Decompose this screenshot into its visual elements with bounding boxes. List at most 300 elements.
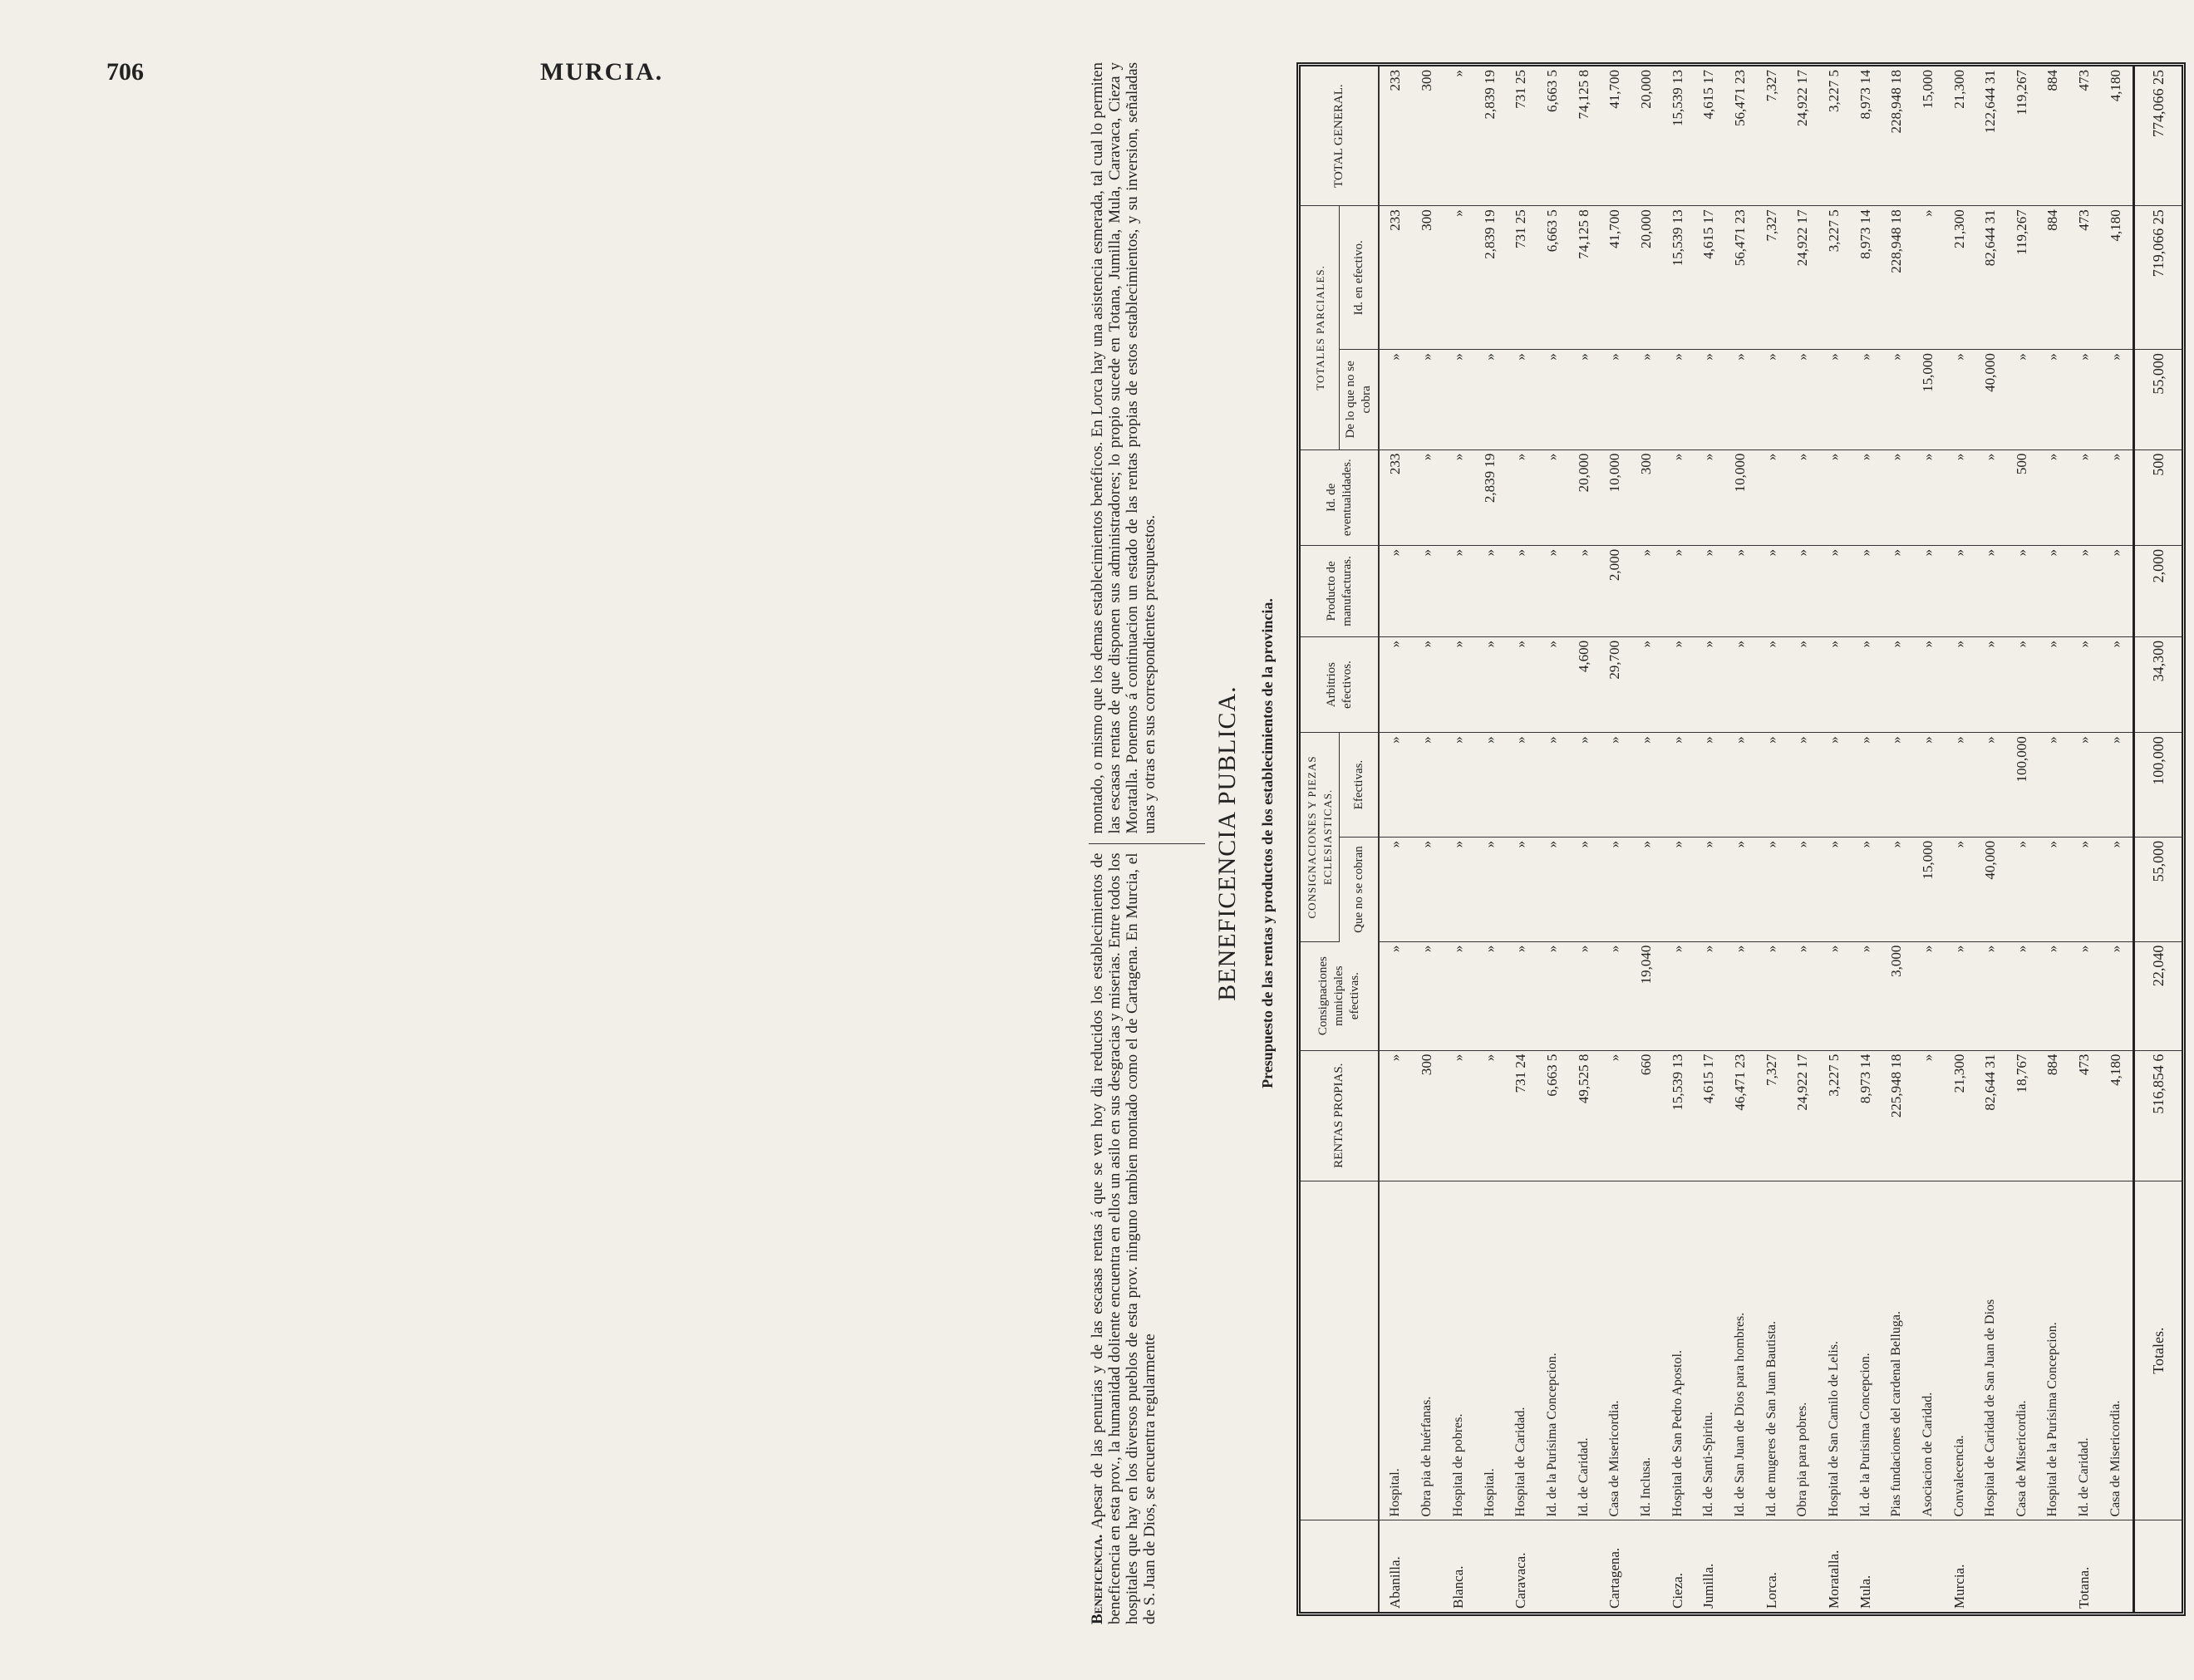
cell-noc: » [1537,837,1568,941]
cell-inst: Casa de Misericordia. [2100,1181,2134,1520]
intro-text [1089,62,1205,1624]
producto-header: Producto de manufacturas. [1301,545,1379,636]
cell-arb: » [1975,636,2006,732]
cell-mun: » [2100,941,2134,1050]
cell-pno: » [1944,350,1975,450]
cell-mun: » [1443,941,1474,1050]
cell-town [2038,1520,2069,1612]
cell-prod: » [2100,545,2134,636]
cell-even: » [1818,449,1850,545]
cell-arb: » [1412,636,1444,732]
eventualidades-header: Id. de eventualidades. [1301,449,1379,545]
efectivas-header: Efectivas. [1340,733,1380,838]
cell-pno: » [2069,350,2100,450]
cell-efe: » [2038,733,2069,838]
cell-pno: 15,000 [1912,350,1944,450]
cell-even: 10,000 [1599,449,1631,545]
cell-even: » [2100,449,2134,545]
cell-rentas: 49,525 8 [1568,1050,1600,1181]
cell-noc: » [1724,837,1756,941]
cell-rentas: 300 [1412,1050,1444,1181]
cell-prod: » [1818,545,1850,636]
cell-pef: 473 [2069,206,2100,350]
cell-noc: » [2100,837,2134,941]
cell-prod: » [1662,545,1694,636]
cell-tot: 74,125 8 [1568,66,1600,206]
cell-efe: » [1568,733,1600,838]
cell-tot: 8,973 14 [1850,66,1882,206]
cell-town [2100,1520,2134,1612]
cell-mun: » [1724,941,1756,1050]
cell-mun: » [2038,941,2069,1050]
cell-rentas: 8,973 14 [1850,1050,1882,1181]
cell-tot: 6,663 5 [1537,66,1568,206]
cell-mun: » [1599,941,1631,1050]
cell-rentas: 46,471 23 [1724,1050,1756,1181]
cell-efe: » [1599,733,1631,838]
cell-efe: » [1881,733,1912,838]
cell-prod: » [1724,545,1756,636]
cell-town: Totana. [2076,1566,2093,1609]
cell-arb: » [1537,636,1568,732]
totals-even: 500 [2134,449,2182,545]
table-row [1443,66,1474,1612]
table-row [1850,66,1882,1612]
cell-mun: 3,000 [1881,941,1912,1050]
cell-mun: » [1944,941,1975,1050]
cell-mun: » [1756,941,1788,1050]
cell-inst: Hospital de la Purísima Concepcion. [2038,1181,2069,1520]
totals-mun: 22,040 [2134,941,2182,1050]
cell-mun: » [2006,941,2038,1050]
cell-arb: » [1443,636,1474,732]
cell-rentas: 225,948 18 [1881,1050,1912,1181]
cell-rentas: » [1443,1050,1474,1181]
parciales-header: TOTALES PARCIALES. [1301,206,1340,449]
cell-town: Caravaca. [1513,1552,1529,1609]
cell-noc: » [1443,837,1474,941]
table-frame [1296,62,2186,1616]
cell-pno: » [1379,350,1412,450]
cell-rentas: 18,767 [2006,1050,2038,1181]
cell-mun: 19,040 [1631,941,1662,1050]
cell-rentas: 473 [2069,1050,2100,1181]
cell-pef: 41,700 [1599,206,1631,350]
cell-pef: » [1912,206,1944,350]
table-row [1506,66,1537,1612]
cell-noc: 15,000 [1912,837,1944,941]
cell-efe: » [1506,733,1537,838]
cell-efe: » [1724,733,1756,838]
cell-pno: » [1537,350,1568,450]
cell-arb: 29,700 [1599,636,1631,732]
cell-tot: 228,948 18 [1881,66,1912,206]
table-row [1693,66,1724,1612]
totals-prod: 2,000 [2134,545,2182,636]
cell-inst: Hospital de San Camilo de Lelis. [1818,1181,1850,1520]
cell-even: » [1975,449,2006,545]
table-row [2069,66,2100,1612]
cell-pef: 300 [1412,206,1444,350]
cell-noc: » [1787,837,1818,941]
que-no-cobran-header: Que no se cobran [1340,837,1380,941]
cell-efe: » [1412,733,1444,838]
cell-noc: » [1631,837,1662,941]
cell-mun: » [1474,941,1506,1050]
cell-tot: 15,000 [1912,66,1944,206]
cell-inst: Id. de la Purisima Concepcion. [1850,1181,1882,1520]
cell-pef: 56,471 23 [1724,206,1756,350]
cell-town: Murcia. [1950,1564,1967,1609]
cell-tot: 4,180 [2100,66,2134,206]
consig-mun-header: Consignaciones municipales efectivas. [1301,941,1379,1050]
cell-efe: » [1693,733,1724,838]
cell-mun: » [1568,941,1600,1050]
totals-arb: 34,300 [2134,636,2182,732]
cell-noc: » [1881,837,1912,941]
table-row [1724,66,1756,1612]
cell-town [1474,1520,1506,1612]
cell-efe: » [1975,733,2006,838]
cell-prod: » [1568,545,1600,636]
cell-tot: 15,539 13 [1662,66,1694,206]
cell-arb: » [2100,636,2134,732]
table-row [2038,66,2069,1612]
totals-tot: 774,066 25 [2134,66,2182,206]
cell-prod: 2,000 [1599,545,1631,636]
cell-tot: 473 [2069,66,2100,206]
cell-arb: » [1912,636,1944,732]
cell-town [1912,1520,1944,1612]
intro-column-1 [1089,845,1205,1625]
cell-pno: » [1787,350,1818,450]
cell-arb: » [1724,636,1756,732]
cell-inst: Hospital de Caridad. [1506,1181,1537,1520]
cell-arb: » [1662,636,1694,732]
table-row [1787,66,1818,1612]
cell-arb: » [1693,636,1724,732]
cell-pno: » [1662,350,1694,450]
cell-prod: » [1975,545,2006,636]
cell-even: 20,000 [1568,449,1600,545]
cell-tot: 20,000 [1631,66,1662,206]
cell-even: » [1756,449,1788,545]
cell-rentas: 6,663 5 [1537,1050,1568,1181]
table-row [1662,66,1694,1612]
cell-pef: 119,267 [2006,206,2038,350]
cell-noc: » [1474,837,1506,941]
cell-efe: » [1379,733,1412,838]
cell-efe: » [1850,733,1882,838]
cell-inst: Hospital de Caridad de San Juan de Dios [1975,1181,2006,1520]
cell-mun: » [1912,941,1944,1050]
cell-town [1631,1520,1662,1612]
cell-prod: » [1944,545,1975,636]
cell-town: Blanca. [1450,1565,1467,1609]
cell-town: Jumilla. [1700,1563,1717,1609]
totals-pef: 719,066 25 [2134,206,2182,350]
table-caption: Presupuesto de las rentas y productos de los establecimientos de la provincia. [1259,598,1276,1088]
cell-noc: 40,000 [1975,837,2006,941]
table-row [1599,66,1631,1612]
intro-column-2: montado, o mismo que los demas establecimientos benéficos. En Lorca hay una asistencia esmerada, tal cual lo permiten las escasas rentas de que disponen sus administradores; lo propio sucede en Totana, Jumilla, Mula, Caravaca, Cieza y Moratalla. Ponemos á continuacion un estado de las rentas propias de estos establecimientos, y su inversion, señaladas unas y otras en sus correspondientes presupuestos. [1089,62,1205,845]
cell-arb: 4,600 [1568,636,1600,732]
cell-efe: » [1818,733,1850,838]
cell-mun: » [1818,941,1850,1050]
cell-town: Moratalla. [1825,1550,1842,1609]
cell-tot: 233 [1379,66,1412,206]
cell-inst: Id. de Caridad. [1568,1181,1600,1520]
table-row [1631,66,1662,1612]
cell-mun: » [1787,941,1818,1050]
cell-pno: » [1724,350,1756,450]
table-row [2006,66,2038,1612]
cell-pef: 4,180 [2100,206,2134,350]
cell-even: » [2038,449,2069,545]
cell-pef: 82,644 31 [1975,206,2006,350]
cell-arb: » [1850,636,1882,732]
cell-prod: » [1412,545,1444,636]
cell-mun: » [2069,941,2100,1050]
cell-noc: » [1662,837,1694,941]
cell-tot: 7,327 [1756,66,1788,206]
cell-pno: » [1568,350,1600,450]
cell-noc: » [1412,837,1444,941]
cell-tot: 56,471 23 [1724,66,1756,206]
cell-even: » [1693,449,1724,545]
rentas-header: RENTAS PROPIAS. [1301,1050,1379,1181]
cell-noc: » [1818,837,1850,941]
cell-noc: » [2069,837,2100,941]
cell-tot: 2,839 19 [1474,66,1506,206]
cell-town: Cartagena. [1606,1547,1623,1609]
budget-table [1301,66,2182,1612]
cell-inst: Id. de Santi-Spiritu. [1693,1181,1724,1520]
cell-arb: » [1756,636,1788,732]
cell-pno: » [1474,350,1506,450]
cell-even: » [1443,449,1474,545]
cell-town: Lorca. [1763,1572,1779,1609]
cell-rentas: » [1912,1050,1944,1181]
cell-efe: » [1912,733,1944,838]
cell-inst: Hospital. [1474,1181,1506,1520]
cell-even: » [2069,449,2100,545]
totals-efe: 100,000 [2134,733,2182,838]
cell-inst: Hospital de pobres. [1443,1181,1474,1520]
cell-tot: 41,700 [1599,66,1631,206]
cell-pno: » [1818,350,1850,450]
id-efectivo-header: Id. en efectivo. [1340,206,1380,350]
cell-town [1881,1520,1912,1612]
cell-town [1787,1520,1818,1612]
cell-pef: 228,948 18 [1881,206,1912,350]
table-row [1912,66,1944,1612]
cell-arb: » [1631,636,1662,732]
cell-even: » [1662,449,1694,545]
cell-inst: Id. de San Juan de Dios para hombres. [1724,1181,1756,1520]
cell-pef: 20,000 [1631,206,1662,350]
cell-rentas: 15,539 13 [1662,1050,1694,1181]
cell-pno: » [1443,350,1474,450]
cell-tot: 731 25 [1506,66,1537,206]
cell-prod: » [1631,545,1662,636]
cell-tot: » [1443,66,1474,206]
cell-pno: » [2006,350,2038,450]
cell-efe: » [1537,733,1568,838]
cell-efe: » [2069,733,2100,838]
page-number: 706 [106,58,144,86]
cell-even: 2,839 19 [1474,449,1506,545]
cell-arb: » [1379,636,1412,732]
arbitrios-header: Arbitrios efectivos. [1301,636,1379,732]
cell-tot: 24,922 17 [1787,66,1818,206]
cell-inst: Casa de Misericordia. [1599,1181,1631,1520]
cell-mun: » [1693,941,1724,1050]
cell-prod: » [2006,545,2038,636]
cell-pef: 2,839 19 [1474,206,1506,350]
cell-tot: 884 [2038,66,2069,206]
table-row [1881,66,1912,1612]
table-row [1568,66,1600,1612]
cell-efe: » [1662,733,1694,838]
cell-prod: » [1912,545,1944,636]
cell-even: 10,000 [1724,449,1756,545]
cell-pno: » [1850,350,1882,450]
totals-town [2134,1520,2182,1612]
cell-rentas: » [1474,1050,1506,1181]
cell-town [1537,1520,1568,1612]
cell-rentas: » [1599,1050,1631,1181]
cell-efe: » [1787,733,1818,838]
cell-noc: » [1568,837,1600,941]
cell-inst: Casa de Misericordia. [2006,1181,2038,1520]
cell-town [1975,1520,2006,1612]
cell-prod: » [1537,545,1568,636]
cell-town: Abanilla. [1387,1556,1404,1609]
cell-inst: Pias fundaciones del cardenal Belluga. [1881,1181,1912,1520]
cell-rentas: 731 24 [1506,1050,1537,1181]
cell-noc: » [2006,837,2038,941]
totals-rentas: 516,854 6 [2134,1050,2182,1181]
cell-town [1568,1520,1600,1612]
cell-pef: 74,125 8 [1568,206,1600,350]
cell-tot: 4,615 17 [1693,66,1724,206]
cell-even: 300 [1631,449,1662,545]
cell-rentas: » [1379,1050,1412,1181]
totals-row [2134,66,2182,1612]
cell-rentas: 660 [1631,1050,1662,1181]
cell-arb: » [2069,636,2100,732]
total-general-header: TOTAL GENERAL. [1301,66,1379,206]
cell-prod: » [1693,545,1724,636]
cell-efe: » [1756,733,1788,838]
cell-prod: » [1506,545,1537,636]
cell-arb: » [1944,636,1975,732]
cell-noc: » [1693,837,1724,941]
cell-town: Cieza. [1669,1573,1685,1609]
cell-rentas: 82,644 31 [1975,1050,2006,1181]
table-row [1412,66,1444,1612]
cell-even: » [1944,449,1975,545]
table-row [1975,66,2006,1612]
cell-tot: 3,227 5 [1818,66,1850,206]
cell-mun: » [1412,941,1444,1050]
cell-inst: Id. Inclusa. [1631,1181,1662,1520]
cell-noc: » [1599,837,1631,941]
cell-inst: Id. de mugeres de San Juan Bautista. [1756,1181,1788,1520]
cell-arb: » [1787,636,1818,732]
cell-efe: » [1443,733,1474,838]
section-title: BENEFICENCIA PUBLICA. [1213,685,1241,1001]
table-body [1379,66,2134,1612]
cell-even: » [1506,449,1537,545]
cell-pef: 884 [2038,206,2069,350]
cell-town [2006,1520,2038,1612]
cell-pef: 8,973 14 [1850,206,1882,350]
cell-pef: 15,539 13 [1662,206,1694,350]
cell-efe: 100,000 [2006,733,2038,838]
cell-rentas: 3,227 5 [1818,1050,1850,1181]
cell-pef: » [1443,206,1474,350]
totals-pno: 55,000 [2134,350,2182,450]
cell-even: » [1881,449,1912,545]
cell-prod: » [2069,545,2100,636]
intro-col1-text: Apesar de las penurias y de las escasas rentas á que se ven hoy dia reducidos los establecimientos de beneficencia en esta prov., la humanidad doliente encuentra en ellos un asilo en sus desgracias y miserias. Entre todos los hospitales que hay en los diversos pueblos de esta prov. ninguno tambien montado como el de Cartagena. En Murcia, el de S. Juan de Dios, se encuentra regularmente [1089,852,1158,1624]
cell-even: » [1912,449,1944,545]
table-row [1756,66,1788,1612]
cell-arb: » [2038,636,2069,732]
cell-noc: » [1850,837,1882,941]
totals-label: Totales. [2134,1181,2182,1520]
cell-inst: Asociacion de Caridad. [1912,1181,1944,1520]
cell-prod: » [2038,545,2069,636]
no-cobra-header: De lo que no se cobra [1340,350,1380,450]
cell-rentas: 7,327 [1756,1050,1788,1181]
cell-pef: 6,663 5 [1537,206,1568,350]
cell-noc: » [2038,837,2069,941]
rotated-content [1089,46,2194,1624]
cell-pno: » [1756,350,1788,450]
table-row [1944,66,1975,1612]
cell-arb: » [1474,636,1506,732]
cell-arb: » [1818,636,1850,732]
cell-noc: » [1379,837,1412,941]
cell-prod: » [1850,545,1882,636]
cell-pef: 4,615 17 [1693,206,1724,350]
cell-pno: » [2100,350,2134,450]
cell-efe: » [1474,733,1506,838]
cell-even: » [1850,449,1882,545]
cell-tot: 119,267 [2006,66,2038,206]
page-header: MURCIA. [540,58,664,86]
cell-pno: » [1412,350,1444,450]
cell-pno: » [1506,350,1537,450]
cell-inst: Obra pia para pobres. [1787,1181,1818,1520]
cell-rentas: 884 [2038,1050,2069,1181]
cell-inst: Convalecencia. [1944,1181,1975,1520]
cell-town: Mula. [1857,1574,1873,1609]
cell-even: » [1787,449,1818,545]
cell-efe: » [1631,733,1662,838]
cell-efe: » [1944,733,1975,838]
town-header [1301,1520,1379,1612]
cell-pef: 7,327 [1756,206,1788,350]
totals-noc: 55,000 [2134,837,2182,941]
intro-lead: Beneficencia. [1089,1534,1106,1624]
cell-inst: Obra pia de huérfanas. [1412,1181,1444,1520]
cell-pef: 21,300 [1944,206,1975,350]
cell-inst: Hospital. [1379,1181,1412,1520]
